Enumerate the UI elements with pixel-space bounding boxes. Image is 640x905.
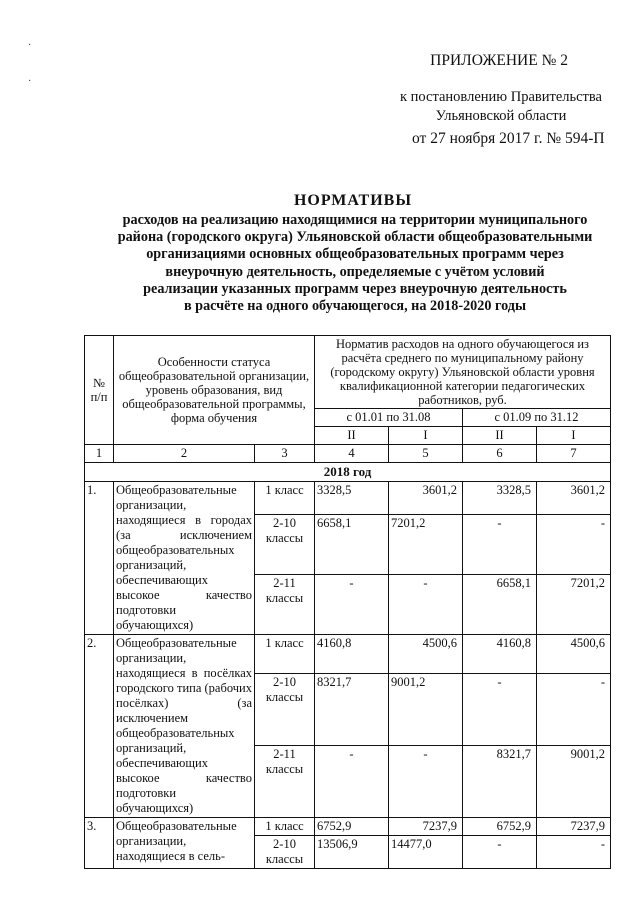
header-period-1: с 01.01 по 31.08	[315, 409, 463, 427]
subtitle-line: расходов на реализацию находящимися на территории муниципального	[122, 212, 588, 228]
value-cell: 6658,1	[463, 574, 537, 634]
class-level: 1 класс	[255, 818, 315, 836]
value-cell: -	[389, 746, 463, 818]
value-cell: 6752,9	[315, 818, 389, 836]
reference-line-2: Ульяновской области	[435, 108, 567, 124]
value-cell: 6658,1	[315, 514, 389, 574]
subtitle-line: организациями основных общеобразовательных программ через	[146, 246, 564, 263]
year-row: 2018 год	[85, 463, 611, 482]
value-cell: 4160,8	[315, 635, 389, 674]
value-cell: 13506,9	[315, 836, 389, 869]
appendix-label: ПРИЛОЖЕНИЕ № 2	[430, 52, 568, 69]
header-category: II	[315, 427, 389, 445]
column-number: 2	[114, 445, 255, 463]
column-number: 1	[85, 445, 114, 463]
class-level: 2-11 классы	[255, 574, 315, 634]
row-description: Общеобразовательные организации, находящиеся в сель-	[114, 818, 255, 869]
class-level: 2-10 классы	[255, 674, 315, 746]
column-number: 3	[255, 445, 315, 463]
document-title: НОРМАТИВЫ	[293, 192, 413, 209]
subtitle-line: района (городского округа) Ульяновской области общеобразовательными	[117, 229, 593, 246]
header-category: II	[463, 427, 537, 445]
value-cell: 4500,6	[389, 635, 463, 674]
value-cell: 7237,9	[537, 818, 611, 836]
value-cell: 8321,7	[315, 674, 389, 746]
value-cell: -	[463, 674, 537, 746]
norms-table	[84, 335, 611, 869]
column-number: 4	[315, 445, 389, 463]
class-level: 2-10 классы	[255, 514, 315, 574]
value-cell: 7201,2	[537, 574, 611, 634]
subtitle-line: в расчёте на одного обучающегося, на 2018-2020 годы	[183, 298, 527, 315]
value-cell: -	[463, 514, 537, 574]
value-cell: 4160,8	[463, 635, 537, 674]
value-cell: 6752,9	[463, 818, 537, 836]
row-number: 2.	[85, 635, 114, 818]
header-period-2: с 01.09 по 31.12	[463, 409, 611, 427]
value-cell: 3328,5	[463, 482, 537, 515]
header-num: № п/п	[85, 336, 114, 445]
class-level: 1 класс	[255, 482, 315, 515]
value-cell: -	[315, 574, 389, 634]
row-description: Общеобразовательные организации, находящиеся в городах (за исключением общеобразовательных организаций, обеспечивающих высокое качество подготовки обучающихся)	[114, 482, 255, 635]
subtitle-line: внеурочную деятельность, определяемые с учётом условий	[165, 263, 545, 280]
resolution-reference	[396, 88, 606, 126]
value-cell: 14477,0	[389, 836, 463, 869]
column-number: 6	[463, 445, 537, 463]
reference-line-1: к постановлению Правительства	[400, 89, 602, 105]
header-features: Особенности статуса общеобразовательной организации, уровень образования, вид общеобразовательной программы, форма обучения	[114, 336, 315, 445]
row-number: 1.	[85, 482, 114, 635]
subtitle-line: реализации указанных программ через внеурочную деятельность	[143, 280, 567, 297]
row-number: 3.	[85, 818, 114, 869]
value-cell: -	[315, 746, 389, 818]
value-cell: -	[463, 836, 537, 869]
row-description: Общеобразовательные организации, находящиеся в посёлках городского типа (рабочих посёлках) (за исключением общеобразовательных организаций, обеспечивающих высокое качество подготовки обучающихся)	[114, 635, 255, 818]
document-subtitle	[70, 212, 640, 315]
value-cell: -	[389, 574, 463, 634]
value-cell: 4500,6	[537, 635, 611, 674]
column-number: 5	[389, 445, 463, 463]
header-category: I	[537, 427, 611, 445]
value-cell: 9001,2	[389, 674, 463, 746]
value-cell: 7201,2	[389, 514, 463, 574]
value-cell: -	[537, 836, 611, 869]
class-level: 2-11 классы	[255, 746, 315, 818]
value-cell: 3328,5	[315, 482, 389, 515]
value-cell: 3601,2	[537, 482, 611, 515]
header-norm: Норматив расходов на одного обучающегося из расчёта среднего по муниципальному району (городскому округу) Ульяновской области уровня квалификационной категории педагогических работников, руб.	[315, 336, 611, 409]
value-cell: 7237,9	[389, 818, 463, 836]
value-cell: -	[537, 674, 611, 746]
header-category: I	[389, 427, 463, 445]
value-cell: 9001,2	[537, 746, 611, 818]
class-level: 2-10 классы	[255, 836, 315, 869]
value-cell: 3601,2	[389, 482, 463, 515]
resolution-date: от 27 ноября 2017 г. № 594-П	[412, 130, 605, 147]
class-level: 1 класс	[255, 635, 315, 674]
value-cell: -	[537, 514, 611, 574]
column-number: 7	[537, 445, 611, 463]
scan-specks: · ·	[28, 40, 32, 87]
value-cell: 8321,7	[463, 746, 537, 818]
